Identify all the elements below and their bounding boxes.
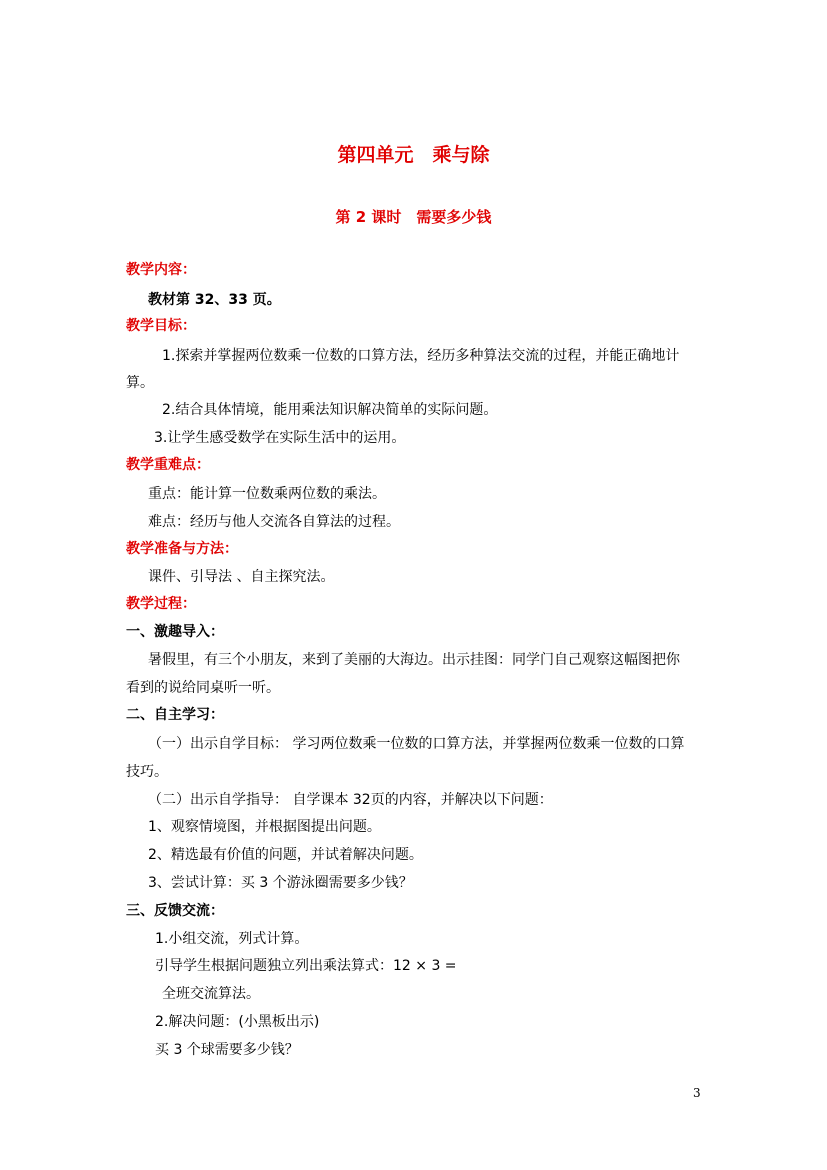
body-line: 2.解决问题：(小黑板出示): [155, 1014, 320, 1030]
subsection-heading: 一、激趣导入：: [126, 624, 224, 640]
body-line: 算。: [126, 375, 154, 391]
body-line: 1.探索并掌握两位数乘一位数的口算方法，经历多种算法交流的过程，并能正确地计: [162, 348, 680, 364]
subsection-heading: 三、反馈交流：: [126, 903, 224, 919]
document-title: 第四单元 乘与除: [337, 144, 490, 166]
body-line: 暑假里，有三个小朋友，来到了美丽的大海边。出示挂图：同学门自己观察这幅图把你: [148, 652, 680, 668]
body-line: 2.结合具体情境，能用乘法知识解决简单的实际问题。: [162, 402, 498, 418]
body-line: 难点：经历与他人交流各自算法的过程。: [148, 514, 400, 530]
body-line: （一）出示自学目标： 学习两位数乘一位数的口算方法，并掌握两位数乘一位数的口算: [148, 736, 685, 752]
body-line: 引导学生根据问题独立列出乘法算式：12 × 3 =: [155, 958, 457, 974]
section-heading-goals: 教学目标：: [126, 318, 196, 334]
body-line: 1、观察情境图，并根据图提出问题。: [148, 819, 381, 835]
body-line: 全班交流算法。: [162, 986, 260, 1002]
body-line: 2、精选最有价值的问题，并试着解决问题。: [148, 847, 423, 863]
section-heading-preparation: 教学准备与方法：: [126, 541, 238, 557]
body-line: 看到的说给同桌听一听。: [126, 680, 280, 696]
body-line: 技巧。: [126, 764, 168, 780]
section-heading-process: 教学过程：: [126, 596, 196, 612]
body-line: 课件、引导法 、自主探究法。: [148, 569, 335, 585]
body-line: 教材第 32、33 页。: [148, 292, 281, 308]
section-heading-content: 教学内容：: [126, 262, 196, 278]
body-line: 买 3 个球需要多少钱？: [155, 1042, 299, 1058]
section-heading-key-points: 教学重难点：: [126, 457, 210, 473]
body-line: 3.让学生感受数学在实际生活中的运用。: [154, 430, 406, 446]
subsection-heading: 二、自主学习：: [126, 707, 224, 723]
body-line: 3、尝试计算：买 3 个游泳圈需要多少钱？: [148, 875, 413, 891]
page-number: 3: [693, 1086, 701, 1100]
body-line: 重点：能计算一位数乘两位数的乘法。: [148, 486, 386, 502]
body-line: 1.小组交流，列式计算。: [155, 931, 309, 947]
body-line: （二）出示自学指导： 自学课本 32页的内容，并解决以下问题：: [148, 792, 553, 808]
lesson-subtitle: 第 2 课时 需要多少钱: [335, 208, 492, 226]
